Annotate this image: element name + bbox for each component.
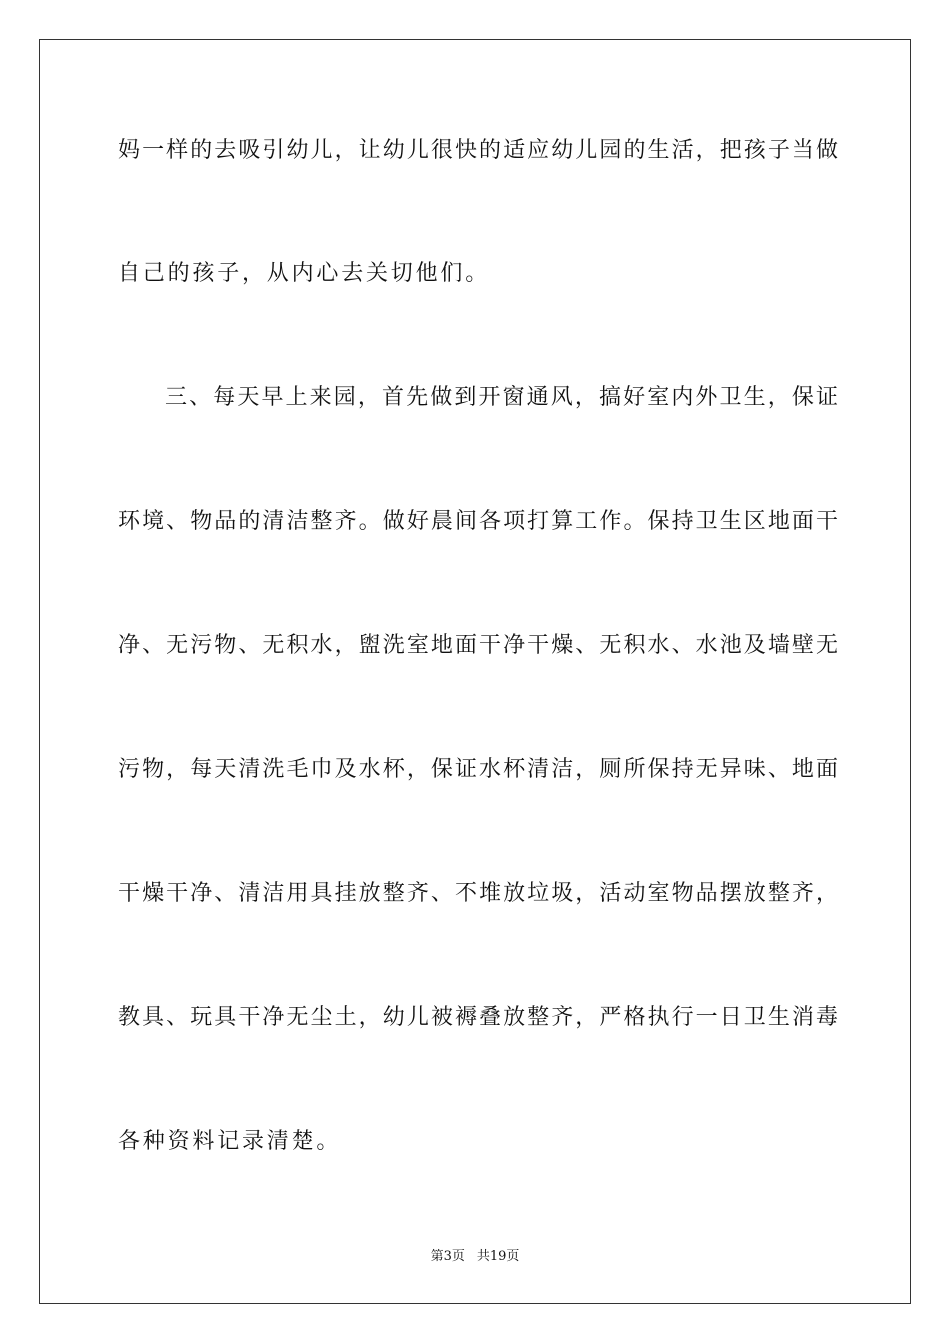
paragraph-line: 净、无污物、无积水，盥洗室地面干净干燥、无积水、水池及墙壁无	[118, 633, 838, 658]
paragraph-line: 三、每天早上来园，首先做到开窗通风，搞好室内外卫生，保证	[165, 385, 838, 410]
paragraph-line: 干燥干净、清洁用具挂放整齐、不堆放垃圾，活动室物品摆放整齐，	[118, 881, 838, 906]
paragraph-line: 教具、玩具干净无尘土，幼儿被褥叠放整齐，严格执行一日卫生消毒	[118, 1005, 838, 1030]
paragraph-line: 污物，每天清洗毛巾及水杯，保证水杯清洁，厕所保持无异味、地面	[118, 757, 838, 782]
page-border	[39, 39, 911, 1304]
paragraph-line: 自己的孩子，从内心去关切他们。	[118, 261, 491, 286]
paragraph-line: 各种资料记录清楚。	[118, 1129, 342, 1154]
paragraph-line: 环境、物品的清洁整齐。做好晨间各项打算工作。保持卫生区地面干	[118, 509, 838, 534]
paragraph-line: 妈一样的去吸引幼儿，让幼儿很快的适应幼儿园的生活，把孩子当做	[118, 138, 838, 163]
page-footer	[0, 1248, 950, 1266]
page-number: 第3页	[430, 1249, 465, 1264]
page-total: 共19页	[476, 1249, 520, 1264]
